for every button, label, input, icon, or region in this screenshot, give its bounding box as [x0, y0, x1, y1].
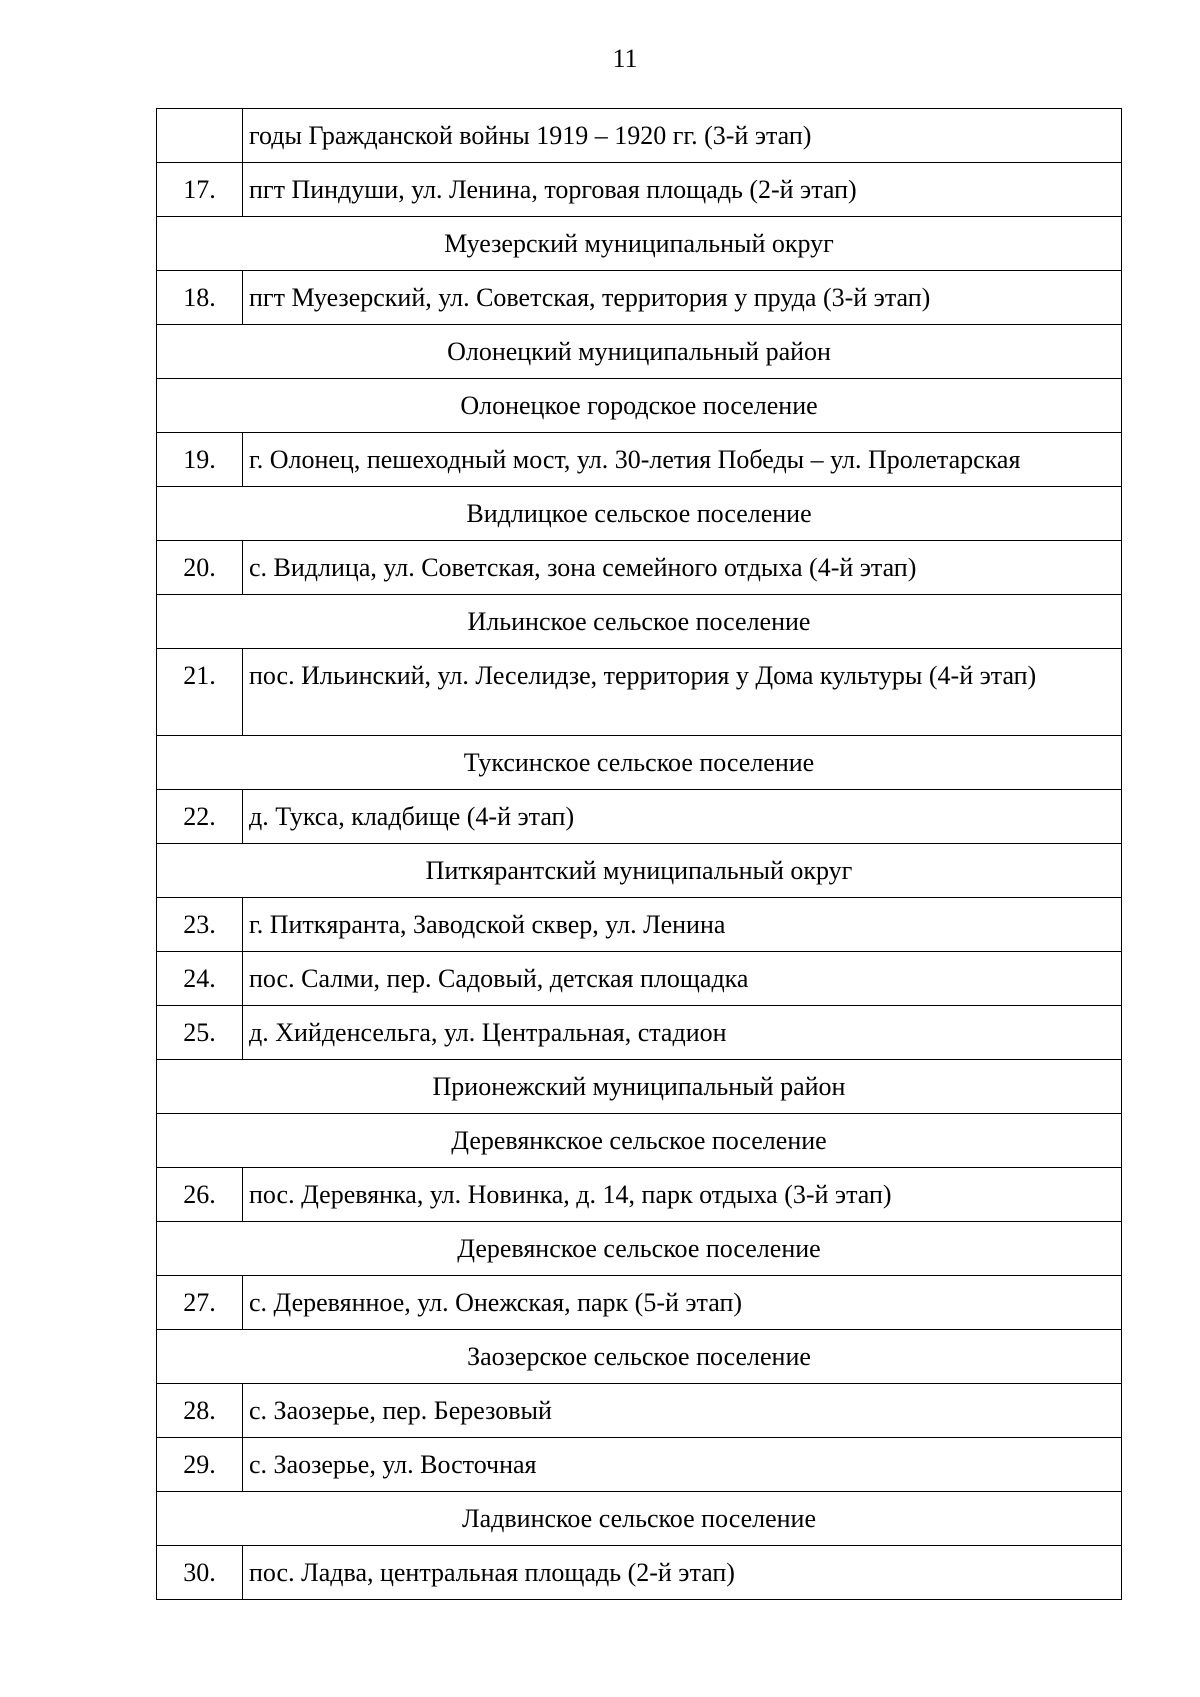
row-number: 20.	[157, 541, 243, 595]
row-text: пос. Ладва, центральная площадь (2-й этап)	[243, 1546, 1122, 1600]
table-row	[157, 1276, 1122, 1330]
section-row	[157, 1060, 1122, 1114]
section-row	[157, 1330, 1122, 1384]
row-number: 29.	[157, 1438, 243, 1492]
table-row	[157, 433, 1122, 487]
table-row	[157, 1384, 1122, 1438]
row-text: с. Заозерье, ул. Восточная	[243, 1438, 1122, 1492]
row-text: пгт Муезерский, ул. Советская, территория у пруда (3-й этап)	[243, 271, 1122, 325]
page-number: 11	[612, 44, 638, 73]
section-row	[157, 1492, 1122, 1546]
row-number: 27.	[157, 1276, 243, 1330]
section-heading: Видлицкое сельское поселение	[157, 487, 1122, 541]
row-number: 24.	[157, 952, 243, 1006]
table-row	[157, 952, 1122, 1006]
table-row	[157, 1168, 1122, 1222]
section-row	[157, 325, 1122, 379]
row-number: 23.	[157, 898, 243, 952]
row-text: г. Олонец, пешеходный мост, ул. 30-летия Победы – ул. Пролетарская	[243, 433, 1122, 487]
table-row	[157, 109, 1122, 163]
table-row	[157, 649, 1122, 736]
row-text: годы Гражданской войны 1919 – 1920 гг. (3-й этап)	[243, 109, 1122, 163]
row-text: д. Хийденсельга, ул. Центральная, стадион	[243, 1006, 1122, 1060]
row-text: с. Деревянное, ул. Онежская, парк (5-й этап)	[243, 1276, 1122, 1330]
section-row	[157, 736, 1122, 790]
section-row	[157, 487, 1122, 541]
table-row	[157, 790, 1122, 844]
row-number: 19.	[157, 433, 243, 487]
section-heading: Олонецкое городское поселение	[157, 379, 1122, 433]
section-heading: Туксинское сельское поселение	[157, 736, 1122, 790]
row-number	[157, 109, 243, 163]
table-row	[157, 898, 1122, 952]
row-text: пгт Пиндуши, ул. Ленина, торговая площадь (2-й этап)	[243, 163, 1122, 217]
row-number: 26.	[157, 1168, 243, 1222]
row-number: 17.	[157, 163, 243, 217]
section-heading: Ильинское сельское поселение	[157, 595, 1122, 649]
row-text: д. Тукса, кладбище (4-й этап)	[243, 790, 1122, 844]
table-row	[157, 163, 1122, 217]
section-heading: Заозерское сельское поселение	[157, 1330, 1122, 1384]
section-row	[157, 844, 1122, 898]
section-heading: Ладвинское сельское поселение	[157, 1492, 1122, 1546]
row-text: пос. Ильинский, ул. Леселидзе, территория у Дома культуры (4-й этап)	[243, 649, 1122, 736]
section-heading: Деревянкское сельское поселение	[157, 1114, 1122, 1168]
row-text: пос. Салми, пер. Садовый, детская площадка	[243, 952, 1122, 1006]
table-row	[157, 271, 1122, 325]
row-text: с. Видлица, ул. Советская, зона семейного отдыха (4-й этап)	[243, 541, 1122, 595]
row-number: 18.	[157, 271, 243, 325]
row-text: с. Заозерье, пер. Березовый	[243, 1384, 1122, 1438]
table-row	[157, 1438, 1122, 1492]
table-row	[157, 541, 1122, 595]
section-heading: Деревянское сельское поселение	[157, 1222, 1122, 1276]
row-text: г. Питкяранта, Заводской сквер, ул. Ленина	[243, 898, 1122, 952]
row-number: 22.	[157, 790, 243, 844]
section-heading: Муезерский муниципальный округ	[157, 217, 1122, 271]
section-heading: Прионежский муниципальный район	[157, 1060, 1122, 1114]
section-row	[157, 217, 1122, 271]
table-row	[157, 1006, 1122, 1060]
section-row	[157, 1114, 1122, 1168]
table-row	[157, 1546, 1122, 1600]
row-number: 28.	[157, 1384, 243, 1438]
section-row	[157, 595, 1122, 649]
locations-table	[156, 108, 1122, 1600]
section-row	[157, 1222, 1122, 1276]
row-number: 25.	[157, 1006, 243, 1060]
section-row	[157, 379, 1122, 433]
row-number: 30.	[157, 1546, 243, 1600]
row-text: пос. Деревянка, ул. Новинка, д. 14, парк отдыха (3-й этап)	[243, 1168, 1122, 1222]
section-heading: Олонецкий муниципальный район	[157, 325, 1122, 379]
section-heading: Питкярантский муниципальный округ	[157, 844, 1122, 898]
row-number: 21.	[157, 649, 243, 736]
